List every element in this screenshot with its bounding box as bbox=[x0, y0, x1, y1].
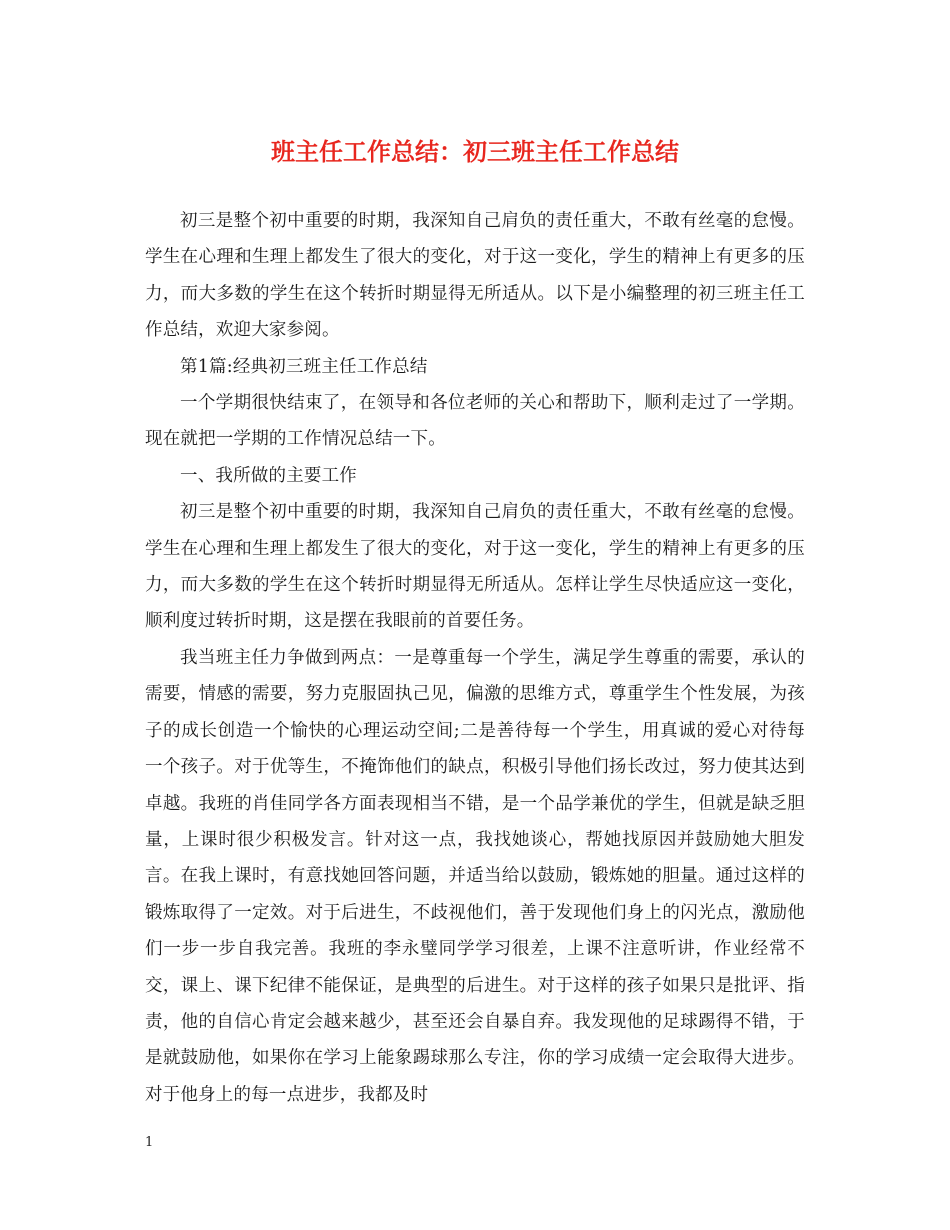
paragraph-grade-nine: 初三是整个初中重要的时期，我深知自己肩负的责任重大，不敢有丝毫的怠慢。学生在心理和生理上都发生了很大的变化，对于这一变化，学生的精神上有更多的压力，而大多数的学生在这个转折时期显得无所适从。怎样让学生尽快适应这一变化，顺利度过转折时期，这是摆在我眼前的首要任务。 bbox=[145, 502, 805, 632]
paragraph-intro: 初三是整个初中重要的时期，我深知自己肩负的责任重大，不敢有丝毫的怠慢。学生在心理和生理上都发生了很大的变化，对于这一变化，学生的精神上有更多的压力，而大多数的学生在这个转折时期显得无所适从。以下是小编整理的初三班主任工作总结，欢迎大家参阅。 bbox=[145, 211, 805, 341]
page-number: 1 bbox=[145, 1135, 154, 1150]
document-body bbox=[145, 203, 805, 1113]
section-heading-part1: 第1篇:经典初三班主任工作总结 bbox=[180, 356, 428, 377]
paragraph-semester-summary: 一个学期很快结束了，在领导和各位老师的关心和帮助下，顺利走过了一学期。现在就把一学期的工作情况总结一下。 bbox=[145, 393, 805, 450]
document-title: 班主任工作总结：初三班主任工作总结 bbox=[271, 138, 679, 166]
paragraph-two-points: 我当班主任力争做到两点：一是尊重每一个学生，满足学生尊重的需要，承认的需要，情感的需要，努力克服固执己见，偏激的思维方式，尊重学生个性发展，为孩子的成长创造一个愉快的心理运动空间;二是善待每一个学生，用真诚的爱心对待每一个孩子。对于优等生，不掩饰他们的缺点，积极引导他们扬长改过，努力使其达到卓越。我班的肖佳同学各方面表现相当不错，是一个品学兼优的学生，但就是缺乏胆量，上课时很少积极发言。针对这一点，我找她谈心，帮她找原因并鼓励她大胆发言。在我上课时，有意找她回答问题，并适当给以鼓励，锻炼她的胆量。通过这样的锻炼取得了一定效。对于后进生，不歧视他们，善于发现他们身上的闪光点，激励他们一步一步自我完善。我班的李永璧同学学习很差，上课不注意听讲，作业经常不交，课上、课下纪律不能保证，是典型的后进生。对于这样的孩子如果只是批评、指责，他的自信心肯定会越来越少，甚至还会自暴自弃。我发现他的足球踢得不错，于是就鼓励他，如果你在学习上能象踢球那么专注，你的学习成绩一定会取得大进步。对于他身上的每一点进步，我都及时 bbox=[145, 647, 805, 1105]
section-heading-main-work: 一、我所做的主要工作 bbox=[180, 465, 357, 486]
